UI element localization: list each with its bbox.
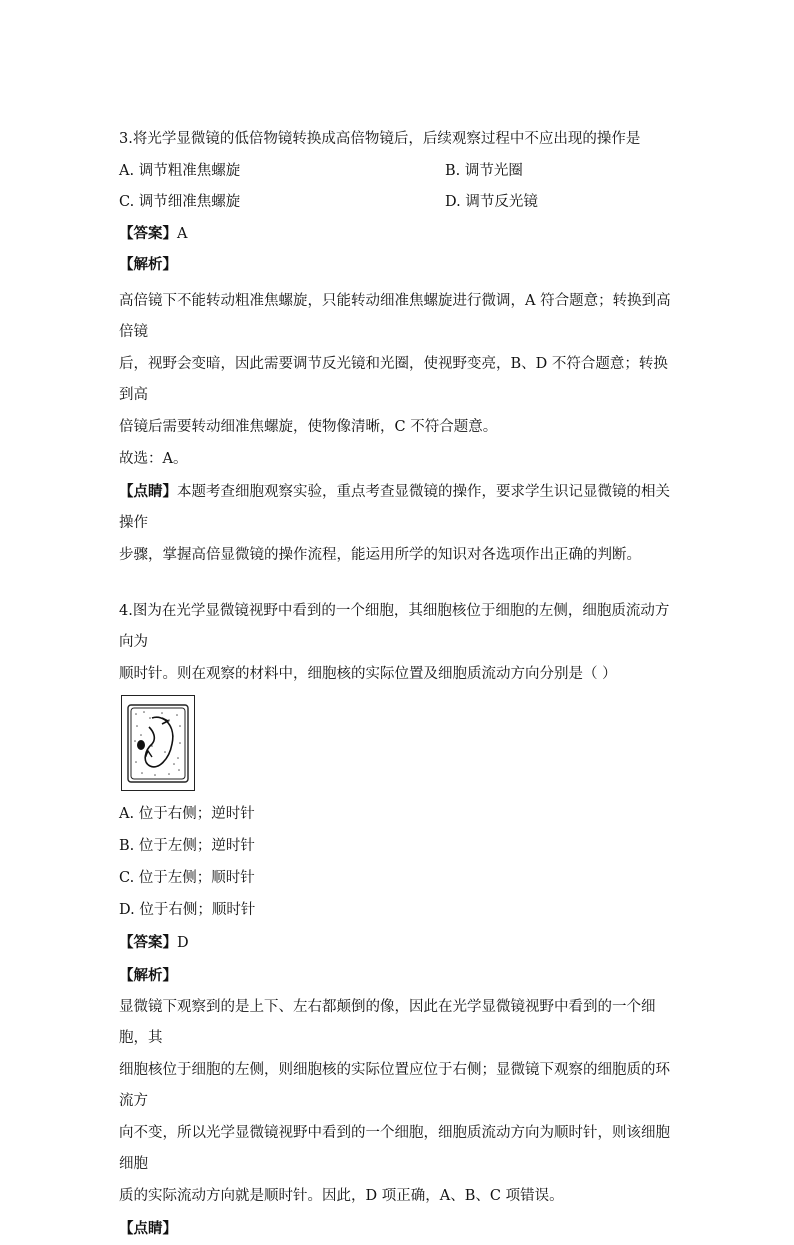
q4-comment-tag: 【点睛】 [119,1219,177,1237]
q3-option-d: D. 调节反光镜 [445,194,538,210]
q4-option-c: C. 位于左侧；顺时针 [119,869,255,886]
plant-cell-diagram [122,696,194,790]
q3-comment-text: 本题考查细胞观察实验，重点考查显微镜的操作，要求学生识记显微镜的相关操作 [119,483,670,531]
q3-analysis-line-3: 倍镜后需要转动细准焦螺旋，使物像清晰，C 不符合题意。 [119,418,498,435]
q4-option-a: A. 位于右侧；逆时针 [119,805,255,822]
q4-option-b: B. 位于左侧；逆时针 [119,837,255,854]
q3-answer-value: A [177,225,188,242]
q3-comment-line-1 [119,476,679,539]
q3-option-c: C. 调节细准焦螺旋 [119,194,241,210]
q3-option-a: A. 调节粗准焦螺旋 [119,162,241,179]
q4-stem-line-1: 4.图为在光学显微镜视野中看到的一个细胞，其细胞核位于细胞的左侧，细胞质流动方向为 [119,602,670,650]
q4-answer [119,927,679,959]
q4-answer-tag: 【答案】 [119,933,177,951]
cell-figure [121,695,195,791]
cytoplasm-flow-path [145,717,173,767]
q4-analysis-line-1: 显微镜下观察到的是上下、左右都颠倒的像，因此在光学显微镜视野中看到的一个细胞，其 [119,998,656,1046]
q4-answer-value: D [177,934,189,951]
q4-analysis-tag: 【解析】 [119,966,177,984]
q4-option-d: D. 位于右侧；顺时针 [119,901,256,918]
q3-comment-tag: 【点睛】 [119,482,177,500]
q3-answer-tag: 【答案】 [119,224,177,242]
q4-analysis-line-3: 向不变，所以光学显微镜视野中看到的一个细胞，细胞质流动方向为顺时针，则该细胞细胞 [119,1124,670,1172]
document-page [119,128,679,1245]
q3-option-b: B. 调节光圈 [445,162,523,179]
question-separator [119,572,679,596]
q3-stem: 3.将光学显微镜的低倍物镜转换成高倍物镜后，后续观察过程中不应出现的操作是 [119,131,641,147]
q4-stem-line-2: 顺时针。则在观察的材料中，细胞核的实际位置及细胞质流动方向分别是（ ） [119,665,617,682]
q3-options-row-1 [119,160,679,182]
q3-options-row-2 [119,191,679,213]
q3-analysis-line-2: 后，视野会变暗，因此需要调节反光镜和光圈，使视野变亮，B、D 不符合题意；转换到高 [119,355,668,403]
q3-analysis-tag: 【解析】 [119,256,177,273]
flow-arrow-head [162,718,168,724]
q4-analysis-line-4: 质的实际流动方向就是顺时针。因此，D 项正确，A、B、C 项错误。 [119,1187,564,1204]
q4-analysis-line-2: 细胞核位于细胞的左侧，则细胞核的实际位置应位于右侧；显微镜下观察的细胞质的环流方 [119,1061,670,1109]
q3-answer [119,223,679,245]
q3-conclusion: 故选：A。 [119,450,188,467]
nucleus [137,740,145,750]
q3-analysis-line-1: 高倍镜下不能转动粗准焦螺旋，只能转动细准焦螺旋进行微调，A 符合题意；转换到高倍镜 [119,292,671,340]
q3-comment-line-2: 步骤，掌握高倍显微镜的操作流程，能运用所学的知识对各选项作出正确的判断。 [119,546,641,563]
